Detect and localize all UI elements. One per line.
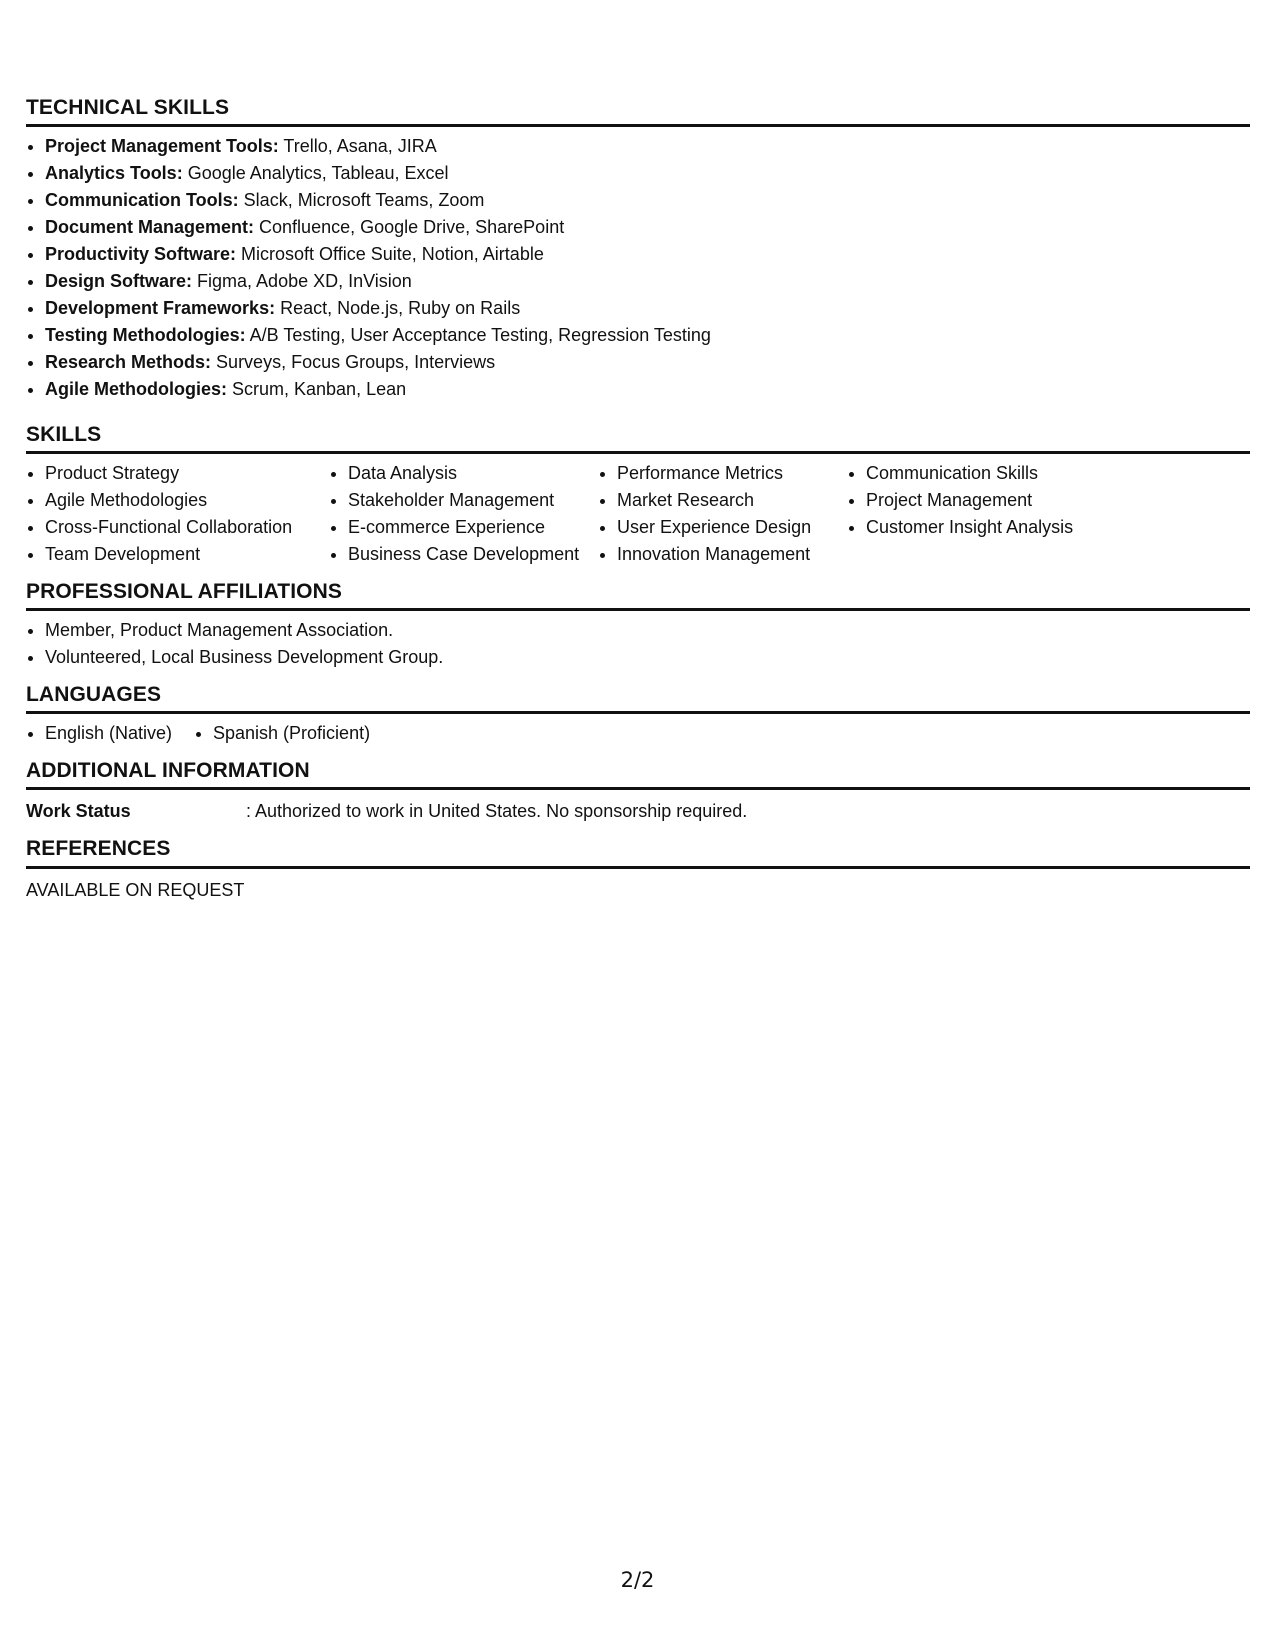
list-item: • Product Strategy <box>45 460 329 487</box>
skills-column-3 <box>598 460 847 568</box>
resume-page <box>26 96 1250 904</box>
list-item <box>45 376 1250 403</box>
additional-info-section <box>26 759 1250 825</box>
list-item: • Agile Methodologies <box>45 487 329 514</box>
list-item <box>45 349 1250 376</box>
item-value: Google Analytics, Tableau, Excel <box>182 163 449 184</box>
list-item: • Performance Metrics <box>617 460 847 487</box>
references-heading: REFERENCES <box>26 837 1250 868</box>
affiliations-list <box>26 617 1250 671</box>
skills-grid <box>26 460 1250 568</box>
item-value: Scrum, Kanban, Lean <box>227 379 407 400</box>
list-item <box>45 133 1250 160</box>
item-label: Productivity Software: <box>45 244 237 265</box>
technical-skills-heading: TECHNICAL SKILLS <box>26 96 1250 127</box>
list-item: • Communication Skills <box>866 460 1166 487</box>
list-item: • Business Case Development <box>348 541 598 568</box>
list-item <box>45 160 1250 187</box>
spacer <box>26 671 1250 683</box>
list-item: • Market Research <box>617 487 847 514</box>
item-label: Document Management: <box>45 217 255 238</box>
item-label: Agile Methodologies: <box>45 379 227 400</box>
item-label: Testing Methodologies: <box>45 325 246 346</box>
language-column <box>194 720 370 747</box>
list-item: • Customer Insight Analysis <box>866 514 1166 541</box>
spacer <box>26 568 1250 580</box>
item-value: Figma, Adobe XD, InVision <box>192 271 412 292</box>
skills-section <box>26 423 1250 568</box>
item-value: A/B Testing, User Acceptance Testing, Regression Testing <box>245 325 711 346</box>
technical-skills-list <box>26 133 1250 403</box>
spacer <box>26 825 1250 837</box>
language-column <box>26 720 194 747</box>
languages-list <box>26 720 1250 747</box>
list-item: • Cross-Functional Collaboration <box>45 514 329 541</box>
technical-skills-section <box>26 96 1250 403</box>
work-status-row <box>26 798 1250 825</box>
item-label: Development Frameworks: <box>45 298 276 319</box>
item-value: Microsoft Office Suite, Notion, Airtable <box>236 244 544 265</box>
references-section <box>26 837 1250 903</box>
spacer <box>26 747 1250 759</box>
references-text: AVAILABLE ON REQUEST <box>26 879 245 900</box>
list-item: • Member, Product Management Association. <box>45 617 1250 644</box>
list-item <box>45 214 1250 241</box>
item-label: Design Software: <box>45 271 193 292</box>
affiliations-section <box>26 580 1250 671</box>
list-item <box>45 322 1250 349</box>
skills-column-1 <box>26 460 329 568</box>
item-label: Communication Tools: <box>45 190 239 211</box>
spacer <box>26 403 1250 423</box>
item-label: Project Management Tools: <box>45 136 279 157</box>
item-value: Trello, Asana, JIRA <box>278 136 437 157</box>
list-item: • E-commerce Experience <box>348 514 598 541</box>
item-label: Research Methods: <box>45 352 212 373</box>
item-value: React, Node.js, Ruby on Rails <box>275 298 521 319</box>
page-number: 2/2 <box>620 1568 655 1592</box>
skills-heading: SKILLS <box>26 423 1250 454</box>
list-item: • Spanish (Proficient) <box>213 720 370 747</box>
list-item: • Stakeholder Management <box>348 487 598 514</box>
list-item <box>45 241 1250 268</box>
list-item <box>45 295 1250 322</box>
list-item: • Innovation Management <box>617 541 847 568</box>
work-status-label: Work Status <box>26 801 131 822</box>
item-value: Slack, Microsoft Teams, Zoom <box>238 190 485 211</box>
list-item <box>45 268 1250 295</box>
work-status-value: : Authorized to work in United States. No sponsorship required. <box>246 801 748 822</box>
list-item <box>45 187 1250 214</box>
list-item: • User Experience Design <box>617 514 847 541</box>
affiliations-heading: PROFESSIONAL AFFILIATIONS <box>26 580 1250 611</box>
list-item: • Data Analysis <box>348 460 598 487</box>
item-label: Analytics Tools: <box>45 163 183 184</box>
skills-column-4 <box>847 460 1166 568</box>
additional-info-heading: ADDITIONAL INFORMATION <box>26 759 1250 790</box>
languages-section <box>26 683 1250 747</box>
list-item: • Team Development <box>45 541 329 568</box>
item-value: Confluence, Google Drive, SharePoint <box>254 217 565 238</box>
list-item: • Volunteered, Local Business Development Group. <box>45 644 1250 671</box>
skills-column-2 <box>329 460 598 568</box>
list-item: • Project Management <box>866 487 1166 514</box>
item-value: Surveys, Focus Groups, Interviews <box>211 352 496 373</box>
list-item: • English (Native) <box>45 720 194 747</box>
languages-heading: LANGUAGES <box>26 683 1250 714</box>
